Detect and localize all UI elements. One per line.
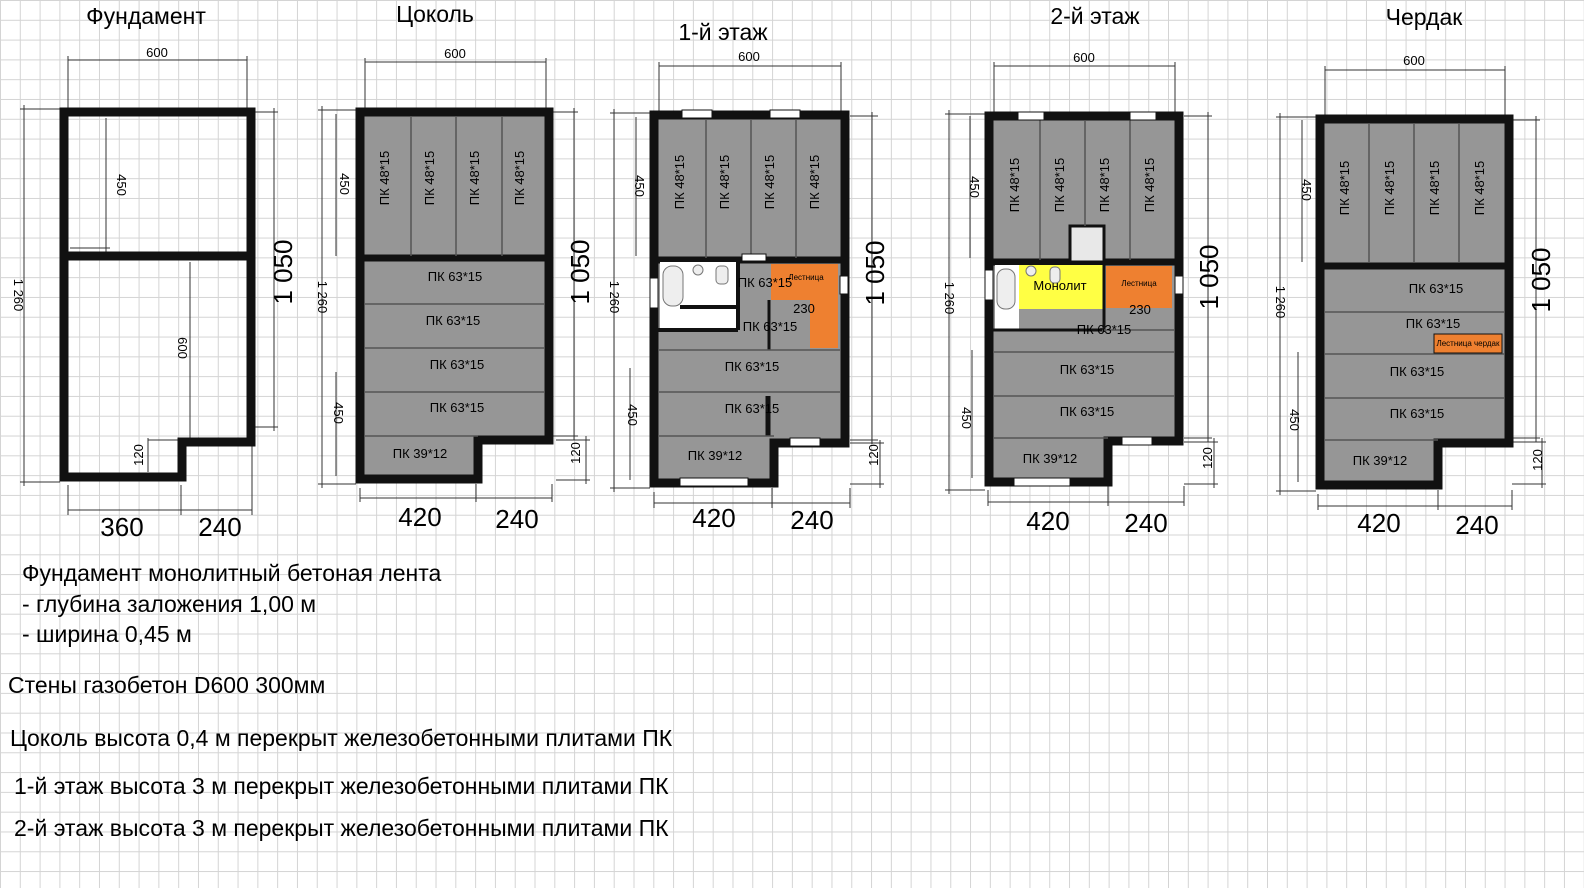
monolith-label: Монолит [1033, 278, 1087, 293]
slab-label: ПК 63*15 [724, 359, 780, 374]
slab-label: ПК 39*12 [1352, 453, 1408, 468]
slab-label: ПК 48*15 [1337, 160, 1352, 216]
slab-label: ПК 63*15 [427, 269, 483, 284]
slab-label: ПК 63*15 [425, 313, 481, 328]
dim-floor1-left: 1 260 [607, 280, 622, 314]
slab-label: ПК 48*15 [1382, 160, 1397, 216]
dim-floor1-1050: 1 050 [860, 240, 890, 306]
plan-foundation [11, 3, 298, 542]
dim-attic-420: 420 [1357, 508, 1401, 538]
slab-label: ПК 48*15 [1007, 157, 1022, 213]
title-floor2: 2-й этаж [1050, 3, 1140, 29]
sink-icon [693, 265, 703, 275]
slab-label: ПК 63*15 [1408, 281, 1464, 296]
dim-plinth-left: 1 260 [315, 280, 330, 314]
dim-foundation-360: 360 [100, 512, 144, 542]
dim-attic-1050: 1 050 [1526, 247, 1556, 313]
dim-floor1-240: 240 [790, 505, 834, 535]
note-plinth: Цоколь высота 0,4 м перекрыт железобетонными плитами ПК [10, 725, 673, 751]
slab-label: ПК 48*15 [1427, 160, 1442, 216]
dim-stair-230: 230 [1129, 302, 1151, 317]
slab-label: ПК 48*15 [467, 150, 482, 206]
stair-label: Лестница [788, 273, 824, 282]
dim-floor1-450a: 450 [632, 175, 647, 197]
note-depth: - глубина заложения 1,00 м [22, 591, 317, 617]
title-foundation: Фундамент [86, 3, 206, 29]
dim-floor2-left: 1 260 [942, 281, 957, 315]
dim-plinth-top: 600 [444, 46, 466, 61]
dim-attic-240: 240 [1455, 510, 1499, 540]
plan-plinth [315, 1, 595, 534]
dim-floor2-420: 420 [1026, 506, 1070, 536]
slab-label: ПК 39*12 [392, 446, 448, 461]
dim-foundation-120: 120 [131, 444, 146, 466]
slab-label: ПК 48*15 [1142, 157, 1157, 213]
dim-floor2-450a: 450 [967, 176, 982, 198]
note-floor2: 2-й этаж высота 3 м перекрыт железобетонными плитами ПК [14, 815, 669, 841]
dim-plinth-450a: 450 [337, 173, 352, 195]
note-foundation: Фундамент монолитный бетоная лента [22, 560, 442, 586]
slab-label: ПК 48*15 [422, 150, 437, 206]
plan-floor2 [942, 3, 1224, 538]
toilet-icon [716, 266, 728, 284]
title-attic: Чердак [1385, 4, 1463, 30]
slab-label: ПК 48*15 [807, 154, 822, 210]
slab-label: ПК 63*15 [742, 319, 798, 334]
slab-label: ПК 63*15 [1389, 364, 1445, 379]
slab-label: ПК 48*15 [1097, 157, 1112, 213]
slab-label: ПК 63*15 [737, 275, 793, 290]
slab-label: ПК 48*15 [377, 150, 392, 206]
dim-floor1-top: 600 [738, 49, 760, 64]
note-floor1: 1-й этаж высота 3 м перекрыт железобетонными плитами ПК [14, 773, 669, 799]
slab-label: ПК 63*15 [1059, 362, 1115, 377]
dim-foundation-600: 600 [175, 337, 190, 359]
dim-floor1-450b: 450 [625, 404, 640, 426]
dim-foundation-1050: 1 050 [268, 239, 298, 305]
slab-label: ПК 63*15 [1389, 406, 1445, 421]
slab-label: ПК 39*12 [1022, 451, 1078, 466]
dim-floor2-top: 600 [1073, 50, 1095, 65]
slab-label: ПК 39*12 [687, 448, 743, 463]
dim-plinth-120: 120 [568, 442, 583, 464]
slab-label: ПК 63*15 [724, 401, 780, 416]
dim-plinth-450b: 450 [331, 402, 346, 424]
slab-label: ПК 63*15 [1059, 404, 1115, 419]
plan-floor1 [607, 19, 890, 535]
dim-foundation-450: 450 [114, 174, 129, 196]
dim-foundation-left: 1 260 [11, 278, 26, 312]
dim-foundation-240: 240 [198, 512, 242, 542]
foundation-outline [64, 112, 251, 477]
dim-plinth-1050: 1 050 [565, 239, 595, 305]
plan-attic [1273, 4, 1556, 540]
sink-icon [1026, 266, 1036, 276]
bathtub-icon [663, 266, 683, 306]
dim-floor2-120: 120 [1200, 447, 1215, 469]
dim-floor2-240: 240 [1124, 508, 1168, 538]
slab-label: ПК 63*15 [429, 400, 485, 415]
dim-floor2-450b: 450 [959, 407, 974, 429]
title-floor1: 1-й этаж [678, 19, 768, 45]
slab-label: ПК 63*15 [1076, 322, 1132, 337]
slab-label: ПК 63*15 [1405, 316, 1461, 331]
dim-attic-top: 600 [1403, 53, 1425, 68]
slab-label: ПК 48*15 [762, 154, 777, 210]
dim-stair-230: 230 [793, 301, 815, 316]
dim-plinth-420: 420 [398, 502, 442, 532]
slab-label: ПК 48*15 [672, 154, 687, 210]
dim-attic-left: 1 260 [1273, 285, 1288, 319]
dim-attic-450a: 450 [1299, 179, 1314, 201]
attic-stair-label: Лестница чердак [1436, 339, 1500, 348]
slab-label: ПК 48*15 [512, 150, 527, 206]
dim-plinth-240: 240 [495, 504, 539, 534]
slab-label: ПК 48*15 [1052, 157, 1067, 213]
bathtub-icon [997, 269, 1015, 309]
dim-floor1-420: 420 [692, 503, 736, 533]
dim-attic-450b: 450 [1287, 409, 1302, 431]
dim-foundation-top: 600 [146, 45, 168, 60]
dim-attic-120: 120 [1530, 449, 1545, 471]
slab-label: ПК 48*15 [1472, 160, 1487, 216]
title-plinth: Цоколь [396, 1, 474, 27]
dim-floor2-1050: 1 050 [1194, 244, 1224, 310]
note-width: - ширина 0,45 м [22, 621, 192, 647]
slab-label: ПК 63*15 [429, 357, 485, 372]
dim-floor1-120: 120 [866, 444, 881, 466]
slab-label: ПК 48*15 [717, 154, 732, 210]
note-walls: Стены газобетон D600 300мм [8, 672, 326, 698]
stair-label: Лестница [1121, 279, 1157, 288]
shaft [1070, 226, 1104, 262]
